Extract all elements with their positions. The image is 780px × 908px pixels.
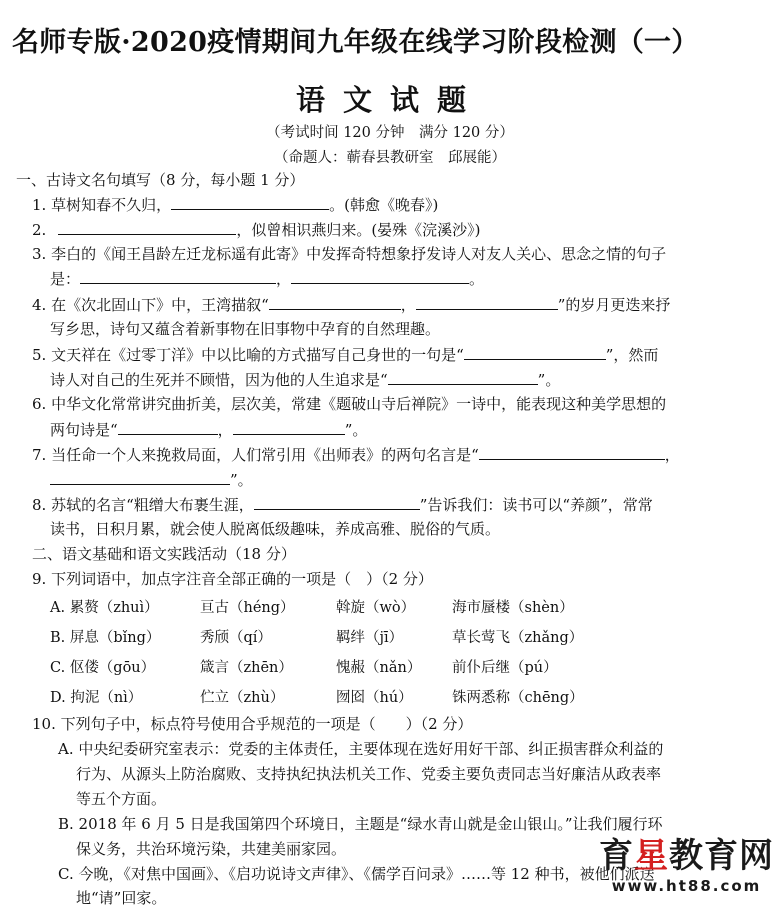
question-8	[32, 494, 653, 515]
question-3	[32, 244, 666, 264]
question-6	[32, 394, 666, 414]
answer-blank[interactable]	[254, 494, 420, 510]
question-text: 2.	[32, 221, 47, 239]
question-text: ”的岁月更迭来抒	[557, 296, 671, 314]
answer-blank[interactable]	[464, 344, 606, 360]
question-1	[32, 194, 438, 215]
question-text: 6. 中华文化常常讲究曲折美，层次美，常建《题破山寺后禅院》一诗中，能表现这种美学思想的	[32, 395, 667, 413]
exam-info: （考试时间 120 分钟 满分 120 分）	[266, 125, 514, 141]
option-c-1[interactable]: C. 伛偻（gōu）	[50, 660, 156, 676]
option-d-1[interactable]: D. 拘泥（nì）	[50, 690, 143, 706]
question-text: 。	[469, 270, 485, 288]
question-5	[32, 344, 658, 365]
answer-blank[interactable]	[269, 294, 401, 310]
question-text: 诗人对自己的生死并不顾惜，因为他的人生追求是“	[50, 371, 388, 389]
answer-blank[interactable]	[118, 419, 218, 435]
question-text: ，	[217, 421, 233, 439]
question-text: 3. 李白的《闻王昌龄左迁龙标遥有此寄》中发挥奇特想象抒发诗人对友人关心、思念之情的句子	[32, 245, 667, 263]
answer-blank[interactable]	[388, 369, 538, 385]
option-c-2: 箴言（zhēn）	[200, 660, 293, 676]
question-7-line-2	[50, 469, 253, 490]
question-text: 8. 苏轼的名言“粗缯大布裹生涯，	[32, 496, 254, 514]
answer-blank[interactable]	[80, 268, 276, 284]
option-10-c[interactable]: C. 今晚，《对焦中国画》、《启功说诗文声律》、《儒学百问录》……等 12 种书，被他们派送	[58, 865, 655, 883]
option-b-2: 秀颀（qí）	[200, 630, 272, 646]
page-title: 名师专版·2020疫情期间九年级在线学习阶段检测（一）	[12, 27, 699, 58]
question-8-line-2	[50, 519, 500, 539]
question-text: ”。	[230, 471, 253, 489]
question-7	[32, 444, 680, 465]
option-10-c-line-2: 地“请”回家。	[76, 889, 167, 907]
option-a-1[interactable]: A. 累赘（zhuì）	[50, 600, 159, 616]
subject-title: 语文试题	[295, 83, 484, 117]
question-3-line-2	[50, 268, 484, 289]
section-heading-2: 二、语文基础和语文实践活动（18 分）	[32, 545, 296, 563]
question-text: ，	[400, 296, 416, 314]
option-a-2: 亘古（héng）	[200, 600, 295, 616]
option-b-1[interactable]: B. 屏息（bǐng）	[50, 630, 161, 646]
question-text: ，	[664, 446, 680, 464]
question-text: ”。	[344, 421, 368, 439]
watermark-url: www.ht88.com	[611, 877, 762, 895]
option-10-a-line-2: 行为、从源头上防治腐败、支持执纪执法机关工作、党委主要负责同志当好廉洁从政表率	[76, 765, 662, 783]
option-a-4: 海市蜃楼（shèn）	[452, 600, 574, 616]
question-text: 读书，日积月累，就会使人脱离低级趣味，养成高雅、脱俗的气质。	[50, 520, 501, 538]
question-text: ”告诉我们：读书可以“养颜”，常常	[419, 496, 653, 514]
site-watermark	[599, 828, 774, 895]
option-d-2: 伫立（zhù）	[200, 690, 285, 706]
option-c-3: 愧赧（nǎn）	[336, 660, 422, 676]
option-b-3: 羁绊（jī）	[336, 630, 404, 646]
question-text: ”，然而	[605, 346, 659, 364]
question-text: 1. 草树知春不久归，	[32, 196, 172, 214]
option-10-b-line-2: 保义务，共治环境污染，共建美丽家园。	[76, 840, 347, 858]
question-4-line-2	[50, 319, 440, 339]
option-10-a[interactable]: A. 中央纪委研究室表示：党委的主体责任，主要体现在选好用好干部、纠正损害群众利益的	[58, 740, 664, 758]
question-text: ，似曾相识燕归来。(晏殊《浣溪沙》)	[236, 221, 481, 239]
option-a-3: 斡旋（wò）	[336, 600, 416, 616]
question-10-stem: 10. 下列句子中，标点符号使用合乎规范的一项是（ ）（2 分）	[32, 715, 473, 733]
answer-blank[interactable]	[50, 469, 230, 485]
answer-blank[interactable]	[233, 419, 345, 435]
question-text: 两句诗是“	[50, 421, 118, 439]
answer-blank[interactable]	[171, 194, 329, 210]
option-b-4: 草长莺飞（zhǎng）	[452, 630, 584, 646]
question-text: 。(韩愈《晚春》)	[329, 196, 439, 214]
section-heading-1: 一、古诗文名句填写（8 分，每小题 1 分）	[16, 171, 305, 189]
question-9-stem: 9. 下列词语中，加点字注音全部正确的一项是（ ）（2 分）	[32, 570, 433, 588]
question-4	[32, 294, 670, 315]
author-line: （命题人：蕲春县教研室 邱展能）	[274, 150, 506, 166]
option-d-4: 铢两悉称（chēng）	[452, 690, 584, 706]
question-text: 写乡思，诗句又蕴含着新事物在旧事物中孕育的自然理趣。	[50, 320, 441, 338]
answer-blank[interactable]	[58, 219, 236, 235]
option-c-4: 前仆后继（pú）	[452, 660, 558, 676]
option-10-b[interactable]: B. 2018 年 6 月 5 日是我国第四个环境日，主题是“绿水青山就是金山银山。”让我们履行环	[58, 815, 663, 833]
answer-blank[interactable]	[479, 444, 665, 460]
question-5-line-2	[50, 369, 560, 390]
option-d-3: 囫囵（hú）	[336, 690, 413, 706]
answer-blank[interactable]	[416, 294, 558, 310]
option-10-a-line-3: 等五个方面。	[76, 790, 167, 808]
question-text: ，	[276, 270, 292, 288]
question-text: 5. 文天祥在《过零丁洋》中以比喻的方式描写自己身世的一句是“	[32, 346, 464, 364]
question-text: 是：	[50, 270, 81, 288]
question-text: ”。	[537, 371, 561, 389]
answer-blank[interactable]	[291, 268, 469, 284]
question-6-line-2	[50, 419, 367, 440]
question-text: 7. 当任命一个人来挽救局面，人们常引用《出师表》的两句名言是“	[32, 446, 479, 464]
watermark-brand: 育星教育网	[599, 836, 774, 876]
question-text: 4. 在《次北固山下》中，王湾描叙“	[32, 296, 269, 314]
question-2	[32, 219, 481, 240]
